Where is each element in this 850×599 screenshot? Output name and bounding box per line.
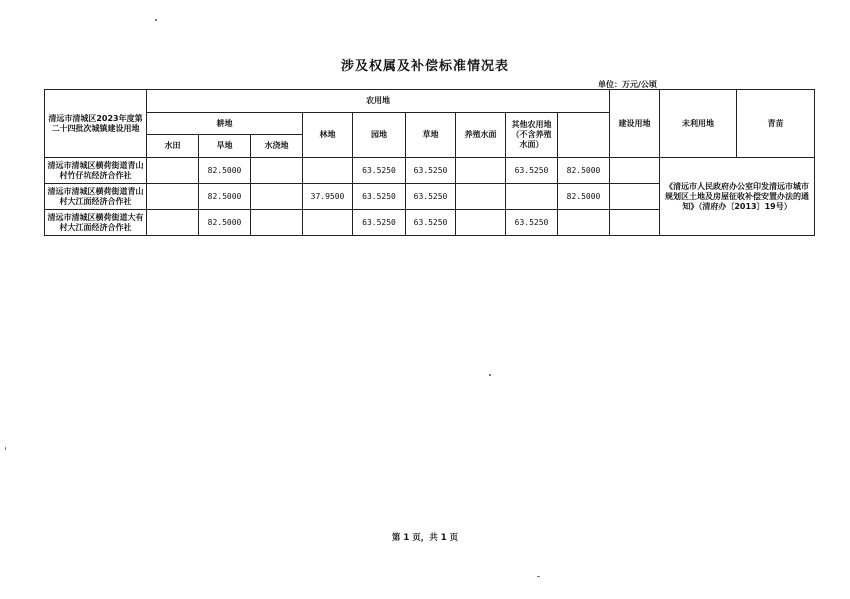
other-agri-value — [506, 184, 558, 210]
garden-value: 63.5250 — [353, 210, 406, 236]
garden-value: 63.5250 — [353, 158, 406, 184]
construction-value — [558, 210, 610, 236]
aquaculture-value — [456, 158, 506, 184]
irrigated-value — [251, 158, 303, 184]
agri-land-header: 农用地 — [147, 90, 610, 113]
construction-value: 82.5000 — [558, 184, 610, 210]
cooperative-name: 清远市清城区横荷街道大有村大江面经济合作社 — [45, 210, 147, 236]
forest-value: 37.9500 — [303, 184, 353, 210]
compensation-table — [44, 89, 815, 236]
crops-header: 青苗 — [737, 90, 815, 158]
grass-value: 63.5250 — [406, 210, 456, 236]
irrigated-value — [251, 210, 303, 236]
aquaculture-value — [456, 210, 506, 236]
forest-value — [303, 158, 353, 184]
aquaculture-value — [456, 184, 506, 210]
aquaculture-header: 养殖水面 — [456, 113, 506, 158]
scan-speck — [5, 447, 6, 450]
scan-speck — [537, 576, 540, 577]
other-agri-value: 63.5250 — [506, 158, 558, 184]
grass-value: 63.5250 — [406, 184, 456, 210]
unused-value — [610, 184, 660, 210]
dry-value: 82.5000 — [199, 210, 251, 236]
grass-header: 草地 — [406, 113, 456, 158]
dry-value: 82.5000 — [199, 184, 251, 210]
scan-speck — [489, 374, 491, 376]
cultivated-header: 耕地 — [147, 113, 303, 135]
other-agri-header: 其他农用地（不含养殖水面） — [506, 113, 558, 158]
dry-value: 82.5000 — [199, 158, 251, 184]
garden-value: 63.5250 — [353, 184, 406, 210]
table-row — [45, 158, 815, 184]
project-header: 清远市清城区2023年度第二十四批次城镇建设用地 — [45, 90, 147, 158]
irrigated-value — [251, 184, 303, 210]
cooperative-name: 清远市清城区横荷街道青山村大江面经济合作社 — [45, 184, 147, 210]
garden-header: 园地 — [353, 113, 406, 158]
header-row-1 — [45, 90, 815, 113]
paddy-value — [147, 210, 199, 236]
other-agri-value: 63.5250 — [506, 210, 558, 236]
page-title: 涉及权属及补偿标准情况表 — [340, 59, 509, 74]
forest-header: 林地 — [303, 113, 353, 158]
unused-value — [610, 158, 660, 184]
irrigated-header: 水浇地 — [251, 135, 303, 158]
grass-value: 63.5250 — [406, 158, 456, 184]
paddy-value — [147, 158, 199, 184]
paddy-header: 水田 — [147, 135, 199, 158]
forest-value — [303, 210, 353, 236]
compensation-note: 《清远市人民政府办公室印发清远市城市规划区土地及房屋征收补偿安置办法的通知》（清府办〔2013〕19号） — [660, 158, 815, 236]
page-footer: 第 1 页，共 1 页 — [391, 533, 459, 543]
scan-speck — [155, 19, 157, 21]
construction-value: 82.5000 — [558, 158, 610, 184]
unused-header: 未利用地 — [660, 90, 737, 158]
dry-header: 旱地 — [199, 135, 251, 158]
cooperative-name: 清远市清城区横荷街道青山村竹仔坑经济合作社 — [45, 158, 147, 184]
paddy-value — [147, 184, 199, 210]
unused-value — [610, 210, 660, 236]
unit-label: 单位：万元/公顷 — [598, 80, 657, 89]
construction-header: 建设用地 — [610, 90, 660, 158]
